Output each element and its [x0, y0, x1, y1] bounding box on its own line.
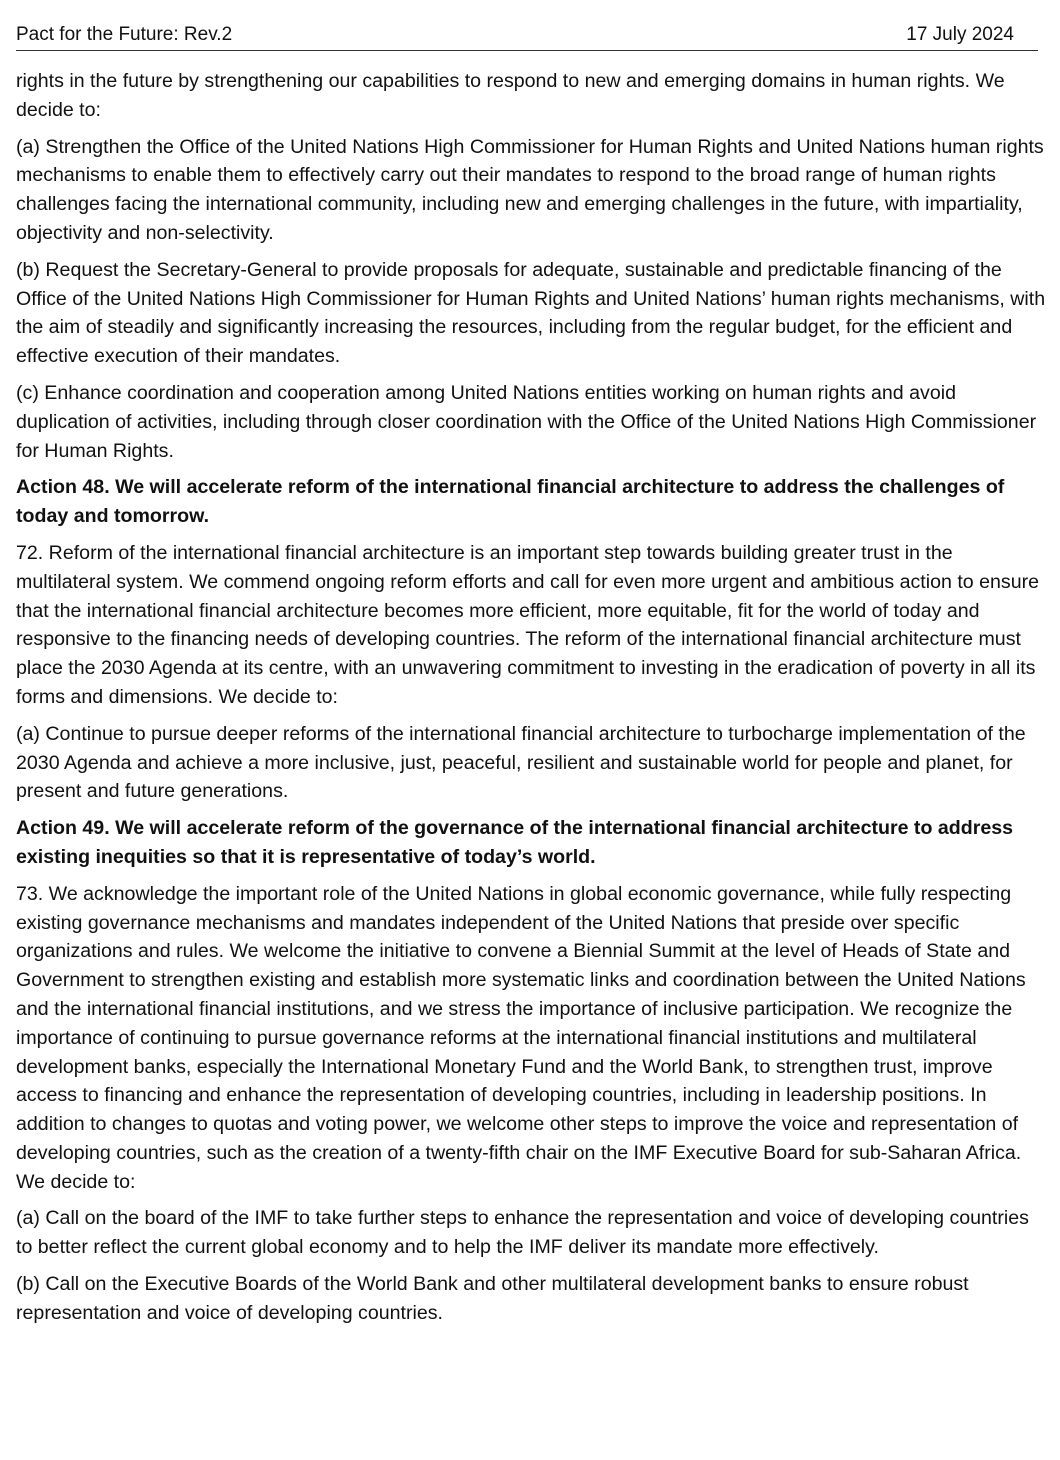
document-body — [16, 67, 1046, 1336]
paragraph-item-b: (b) Request the Secretary-General to provide proposals for adequate, sustainable and predictable financing of the Office of the United Nations High Commissioner for Human Rights and United Nations’ human rights mechanisms, with the aim of steadily and significantly increasing the resources, including from the regular budget, for the efficient and effective execution of their mandates. — [16, 258, 1046, 368]
paragraph-72: 72. Reform of the international financial architecture is an important step towards building greater trust in the multilateral system. We commend ongoing reform efforts and call for even more urgent and ambitious action to ensure that the international financial architecture becomes more efficient, more equitable, fit for the world of today and responsive to the financing needs of developing countries. The reform of the international financial architecture must place the 2030 Agenda at its centre, with an unwavering commitment to investing in the eradication of poverty in all its forms and dimensions. We decide to: — [16, 541, 1040, 708]
document-date: 17 July 2024 — [906, 24, 1014, 45]
paragraph-73-item-b: (b) Call on the Executive Boards of the World Bank and other multilateral development banks to ensure robust representation and voice of developing countries. — [16, 1273, 969, 1324]
document-title: Pact for the Future: Rev.2 — [16, 24, 233, 45]
paragraph-continuation: rights in the future by strengthening our capabilities to respond to new and emerging domains in human rights. We decide to: — [16, 70, 1005, 121]
page-header — [16, 22, 1038, 51]
paragraph-73-item-a: (a) Call on the board of the IMF to take further steps to enhance the representation and voice of developing countries to better reflect the current global economy and to help the IMF deliver its mandate more effectively. — [16, 1207, 1029, 1259]
action-48-heading: Action 48. We will accelerate reform of the international financial architecture to address the challenges of today and tomorrow. — [16, 476, 1005, 528]
paragraph-73: 73. We acknowledge the important role of the United Nations in global economic governance, while fully respecting existing governance mechanisms and mandates independent of the United Nations that preside over specific organizations and rules. We welcome the initiative to convene a Biennial Summit at the level of Heads of State and Government to strengthen existing and establish more systematic links and coordination between the United Nations and the international financial institutions, and we stress the importance of inclusive participation. We recognize the importance of continuing to pursue governance reforms at the international financial institutions and multilateral development banks, especially the International Monetary Fund and the World Bank, to strengthen trust, improve access to financing and enhance the representation of developing countries, including in leadership positions. In addition to changes to quotas and voting power, we welcome other steps to improve the voice and representation of developing countries, such as the creation of a twenty-fifth chair on the IMF Executive Board for sub-Saharan Africa. We decide to: — [16, 882, 1026, 1193]
action-49-heading: Action 49. We will accelerate reform of the governance of the international financial architecture to address existing inequities so that it is representative of today’s world. — [16, 817, 1014, 868]
paragraph-item-a: (a) Strengthen the Office of the United Nations High Commissioner for Human Rights and United Nations human rights mechanisms to enable them to effectively carry out their mandates to respond to the broad range of human rights challenges facing the international community, including new and emerging challenges in the future, with impartiality, objectivity and non-selectivity. — [16, 135, 1044, 244]
paragraph-item-c: (c) Enhance coordination and cooperation among United Nations entities working on human rights and avoid duplication of activities, including through closer coordination with the Office of the United Nations High Commissioner for Human Rights. — [16, 381, 1037, 462]
paragraph-72-item-a: (a) Continue to pursue deeper reforms of the international financial architecture to turbocharge implementation of the 2030 Agenda and achieve a more inclusive, just, peaceful, resilient and sustainable world for people and planet, for present and future generations. — [16, 722, 1026, 803]
